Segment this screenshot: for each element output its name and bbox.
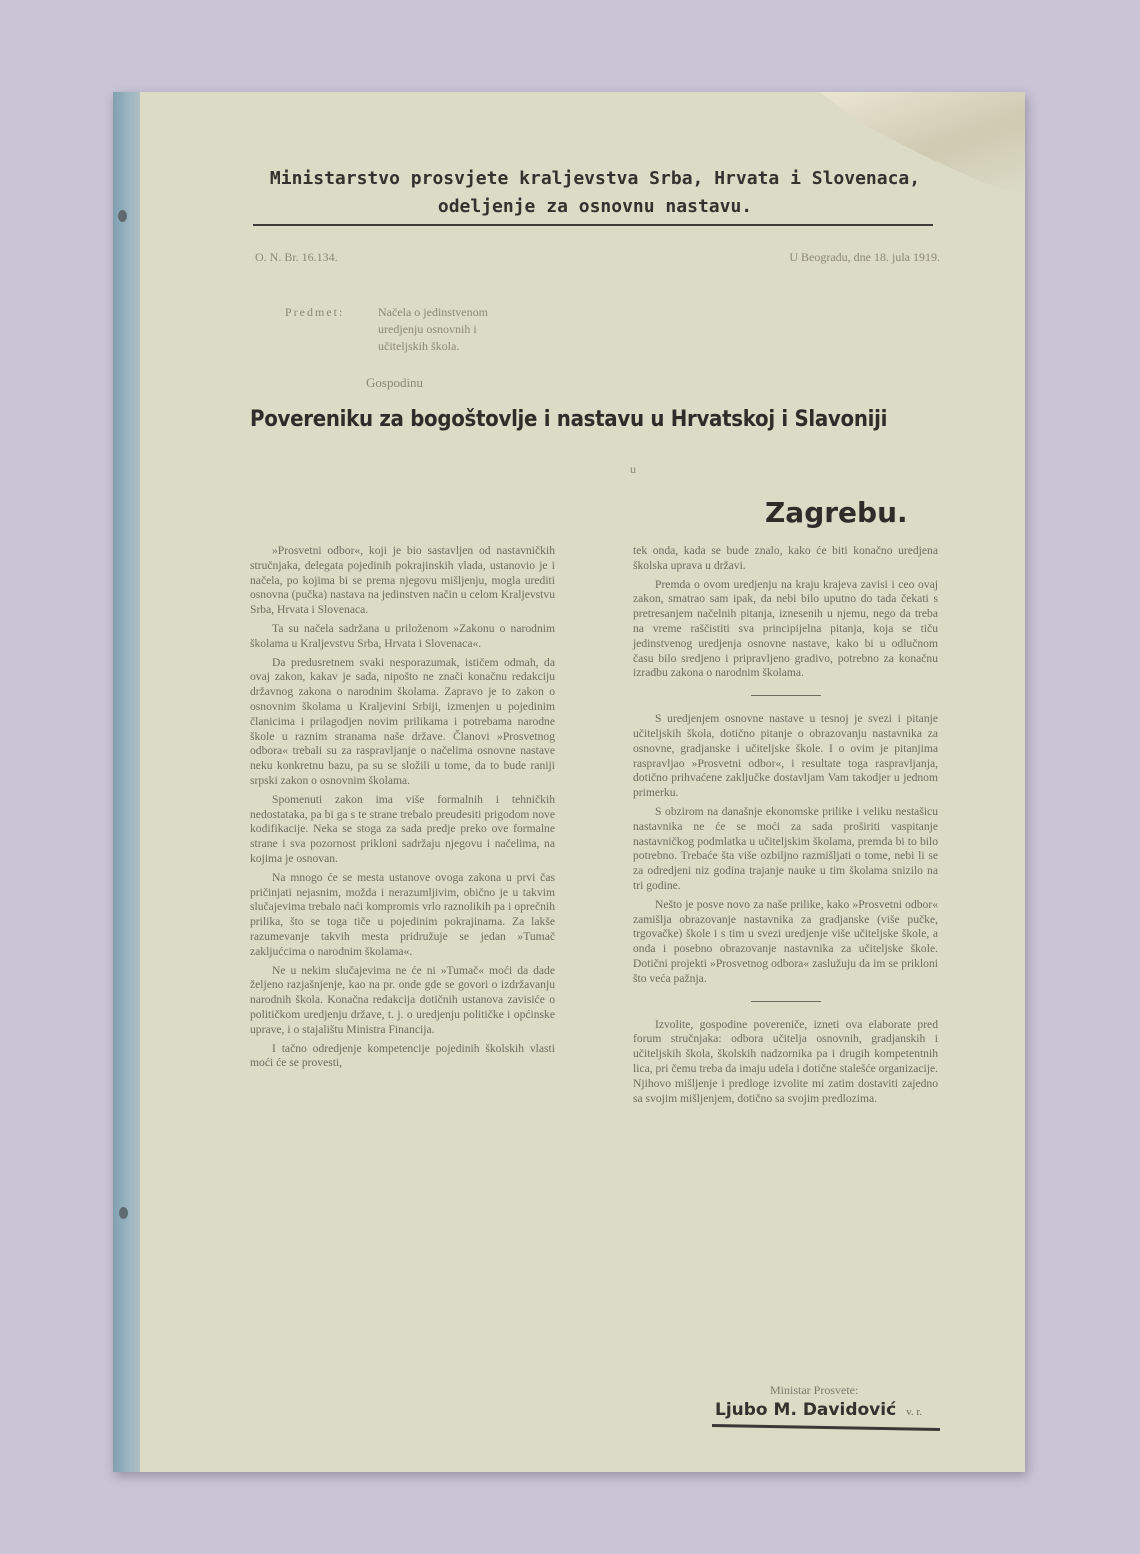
paragraph: Izvolite, gospodine povereniče, izneti ova elaborate pred forum stručnjaka: odbora učitelja osnovnih, gradjanskih i učiteljskih škola, školskih nadzornika pa i drugih kompetentnih lica, pri čemu treba da imaju udela i dotične stalešće organizacije. Njihovo mišljenje i predloge izvolite mi zatim dostaviti zajedno sa svojim mišljenjem, dotično sa svojim predlozima. — [633, 1017, 938, 1105]
ministry-header-line1: Ministarstvo prosvjete kraljevstva Srba, Hrvata i Slovenaca, — [269, 168, 921, 189]
subject-line2: uredjenju osnovnih i — [378, 322, 477, 336]
paragraph: Da predusretnem svaki nesporazumak, ističem odmah, da ovaj zakon, kakav je sada, nipošto ne znači konačnu redakciju državnog zakona o narodnim školama. Zapravo je to zakon o osnovnim školama u Kraljevini Srbiji, izmenjen u pojedinim članicima i prilagodjen novim prilikama i potrebama narodne škole u raznim stranama naše države. Članovi »Prosvetnog odbora« trebali su za raspravljanje o načelima osnovne nastave neku konkretnu bazu, pa su se složili u tome, da to bude raniji srpski zakon o osnovnim školama. — [250, 655, 555, 787]
subject-line3: učiteljskih škola. — [378, 339, 460, 353]
paragraph: Ta su načela sadržana u priloženom »Zakonu o narodnim školama u Kraljevstvu Srba, Hrvata i Slovenaca«. — [250, 621, 555, 650]
body-column-left — [250, 544, 555, 1075]
signature-suffix: v. r. — [906, 1406, 923, 1418]
paragraph: S obzirom na današnje ekonomske prilike i veliku nestašicu nastavnika ne će se moći za sada proširiti vaspitanje nastavničkog podmlatka u učiteljskim školama, premda bi to bilo potrebno. Trebaće šta više ozbiljno razmišljati o tome, nebi li se za odredjeni niz godina trajanje nauke u tim školama snizilo na tri godine. — [633, 804, 938, 892]
place-date: U Beogradu, dne 18. jula 1919. — [789, 250, 940, 264]
subject-line1: Načela o jedinstvenom — [378, 305, 488, 319]
section-divider — [751, 1001, 821, 1002]
body-column-right — [633, 544, 938, 1110]
signature-name — [715, 1400, 922, 1420]
city: Zagrebu. — [765, 496, 908, 529]
reference-number: O. N. Br. 16.134. — [255, 250, 338, 264]
paragraph: I tačno odredjenje kompetencije pojedinih školskih vlasti moći će se provesti, — [250, 1041, 555, 1070]
paragraph: Spomenuti zakon ima više formalnih i tehničkih nedostataka, pa bi ga s te strane trebalo preudesiti prigodom nove kodifikacije. Neka se stoga za sada predje preko ove formalne strane i sva pozornost prikloni sadržaju njegovu i načelima, na kojima je osnovan. — [250, 792, 555, 865]
binding-hole — [119, 1207, 128, 1219]
header-rule — [253, 224, 933, 226]
paragraph: Nešto je posve novo za naše prilike, kako »Prosvetni odbor« zamišlja obrazovanje nastavnika za gradjanske (više pučke, trgovačke) škole i s tim u svezi uredjenje više učiteljske škole, a onda i posebno obrazovanje nastavnika za učiteljske škole. Dotični projekti »Prosvetnog odbora« zaslužuju da im se prikloni što veća pažnja. — [633, 897, 938, 985]
subject-label: Predmet: — [285, 305, 345, 319]
paragraph: tek onda, kada se bude znalo, kako će biti konačno uredjena školska uprava u državi. — [633, 544, 938, 572]
salutation: Gospodinu — [366, 375, 424, 390]
paragraph: Na mnogo će se mesta ustanove ovoga zakona u prvi čas pričinjati nejasnim, možda i nerazumljivim, obično je u takvim slučajevima trebalo naći kompromis vrlo raznolikih pa i oprečnih prilika, što se toga tiče u pojedinim pokrajinama. Za lakše razumevanje takvih mesta pridružuje se jedan »Tumač zakljućcima o narodnim školama«. — [250, 870, 555, 958]
paragraph: S uredjenjem osnovne nastave u tesnoj je svezi i pitanje učiteljskih škola, dotično pitanje o obrazovanju nastavnika za osnovne, gradjanske i učiteljske škole. I o ovim je pitanjima raspravljao »Prosvetni odbor«, i resultate toga raspravljanja, dotično prihvaćene zaključke dostavljam Vam takodjer u jednom primerku. — [633, 712, 938, 800]
signature-name-text: Ljubo M. Davidović — [715, 1400, 897, 1420]
paragraph: Ne u nekim slučajevima ne će ni »Tumač« moći da dade željeno razjašnjenje, kao na pr. onde gde se govori o izdržavanju narodnih škola. Konačna redakcija dotičnih ustanova zavisiće o političkom uredjenju države, t. j. o uredjenju političke i općinske uprave, i o stajalištu Ministra Financija. — [250, 963, 555, 1036]
signature-title: Ministar Prosvete: — [770, 1383, 859, 1397]
binding-spine — [113, 92, 140, 1472]
binding-hole — [118, 210, 127, 222]
addressee: Povereniku za bogoštovlje i nastavu u Hrvatskoj i Slavoniji — [250, 407, 888, 432]
section-divider — [751, 695, 821, 696]
paragraph: »Prosvetni odbor«, koji je bio sastavljen od nastavničkih stručnjaka, delegata pojedinih pokrajinskih vlada, ustanovio je i načela, po kojima bi se prema njegovu mišljenju, mogla urediti osnovna (pučka) nastava na jedinstven način u celom Kraljevstvu Srba, Hrvata i Slovenaca. — [250, 544, 555, 617]
preposition: u — [630, 462, 636, 476]
ministry-header-line2: odeljenje za osnovnu nastavu. — [437, 196, 753, 217]
paragraph: Premda o ovom uredjenju na kraju krajeva zavisi i ceo ovaj zakon, smatrao sam ipak, da nebi bilo uputno do tada čekati s pretresanjem načelnih pitanja, iznesenih u njemu, nego da treba na vreme raščistiti sva principijelna pitanja, koja se tiču jedinstvenog uredjenja osnovne nastave, kako bi u odlučnom času bilo sredjeno i pripravljeno gradivo, potrebno za konačnu izradbu zakona o narodnim školama. — [633, 577, 938, 680]
